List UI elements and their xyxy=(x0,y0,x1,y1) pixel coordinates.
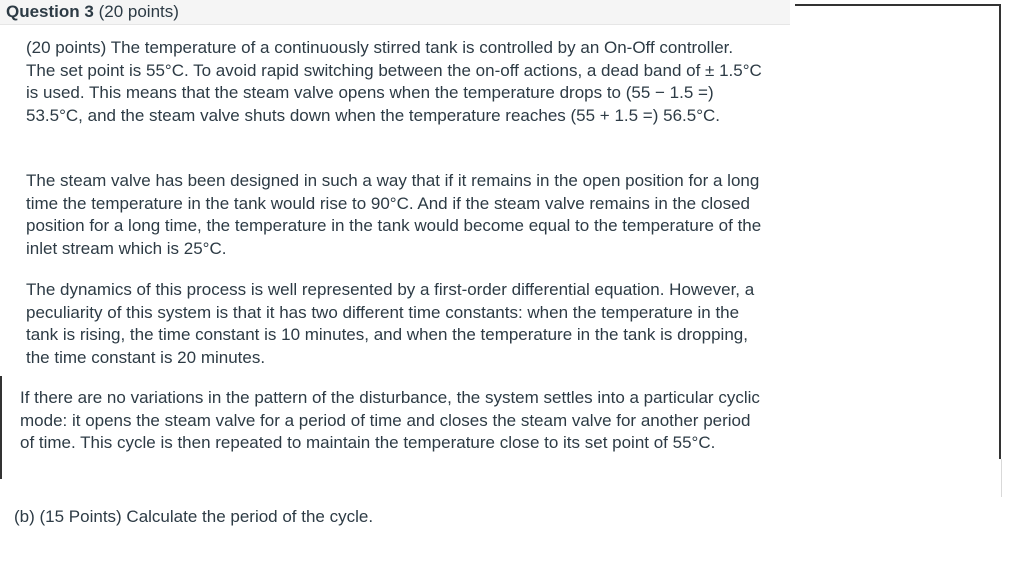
question-points: (20 points) xyxy=(98,2,179,21)
paragraph-process-dynamics: The dynamics of this process is well represented by a first-order differential equation. However, a peculiarity of this system is that it has two different time constants: when the temperature in the tank is rising, the time constant is 10 minutes, and when the temperature in the tank is dropping, the time constant is 20 minutes. xyxy=(26,280,755,367)
paragraph-controller-setup: (20 points) The temperature of a continuously stirred tank is controlled by an On-Off controller. The set point is 55°C. To avoid rapid switching between the on-off actions, a dead band of ± 1.5°C is used. This means that the steam valve opens when the temperature drops to (55 − 1.5 =) 53.5°C, and the steam valve shuts down when the temperature reaches (55 + 1.5 =) 56.5°C. xyxy=(26,38,762,125)
question-part-b: (b) (15 Points) Calculate the period of the cycle. xyxy=(14,507,374,526)
paragraph-cyclic-mode: If there are no variations in the pattern of the disturbance, the system settles into a particular cyclic mode: it opens the steam valve for a period of time and closes the steam valve for another period of time. This cycle is then repeated to maintain the temperature close to its set point of 55°C. xyxy=(20,388,760,452)
frame-border-right xyxy=(999,4,1001,459)
frame-border-lower xyxy=(1001,459,1002,497)
frame-border-top xyxy=(795,4,1001,6)
paragraph-valve-design: The steam valve has been designed in such a way that if it remains in the open position for a long time the temperature in the tank would rise to 90°C. And if the steam valve remains in the closed position for a long time, the temperature in the tank would become equal to the temperature of the inlet stream which is 25°C. xyxy=(26,171,762,258)
frame-border-left xyxy=(0,376,2,479)
question-number: Question 3 xyxy=(6,2,94,21)
question-title xyxy=(6,2,179,22)
